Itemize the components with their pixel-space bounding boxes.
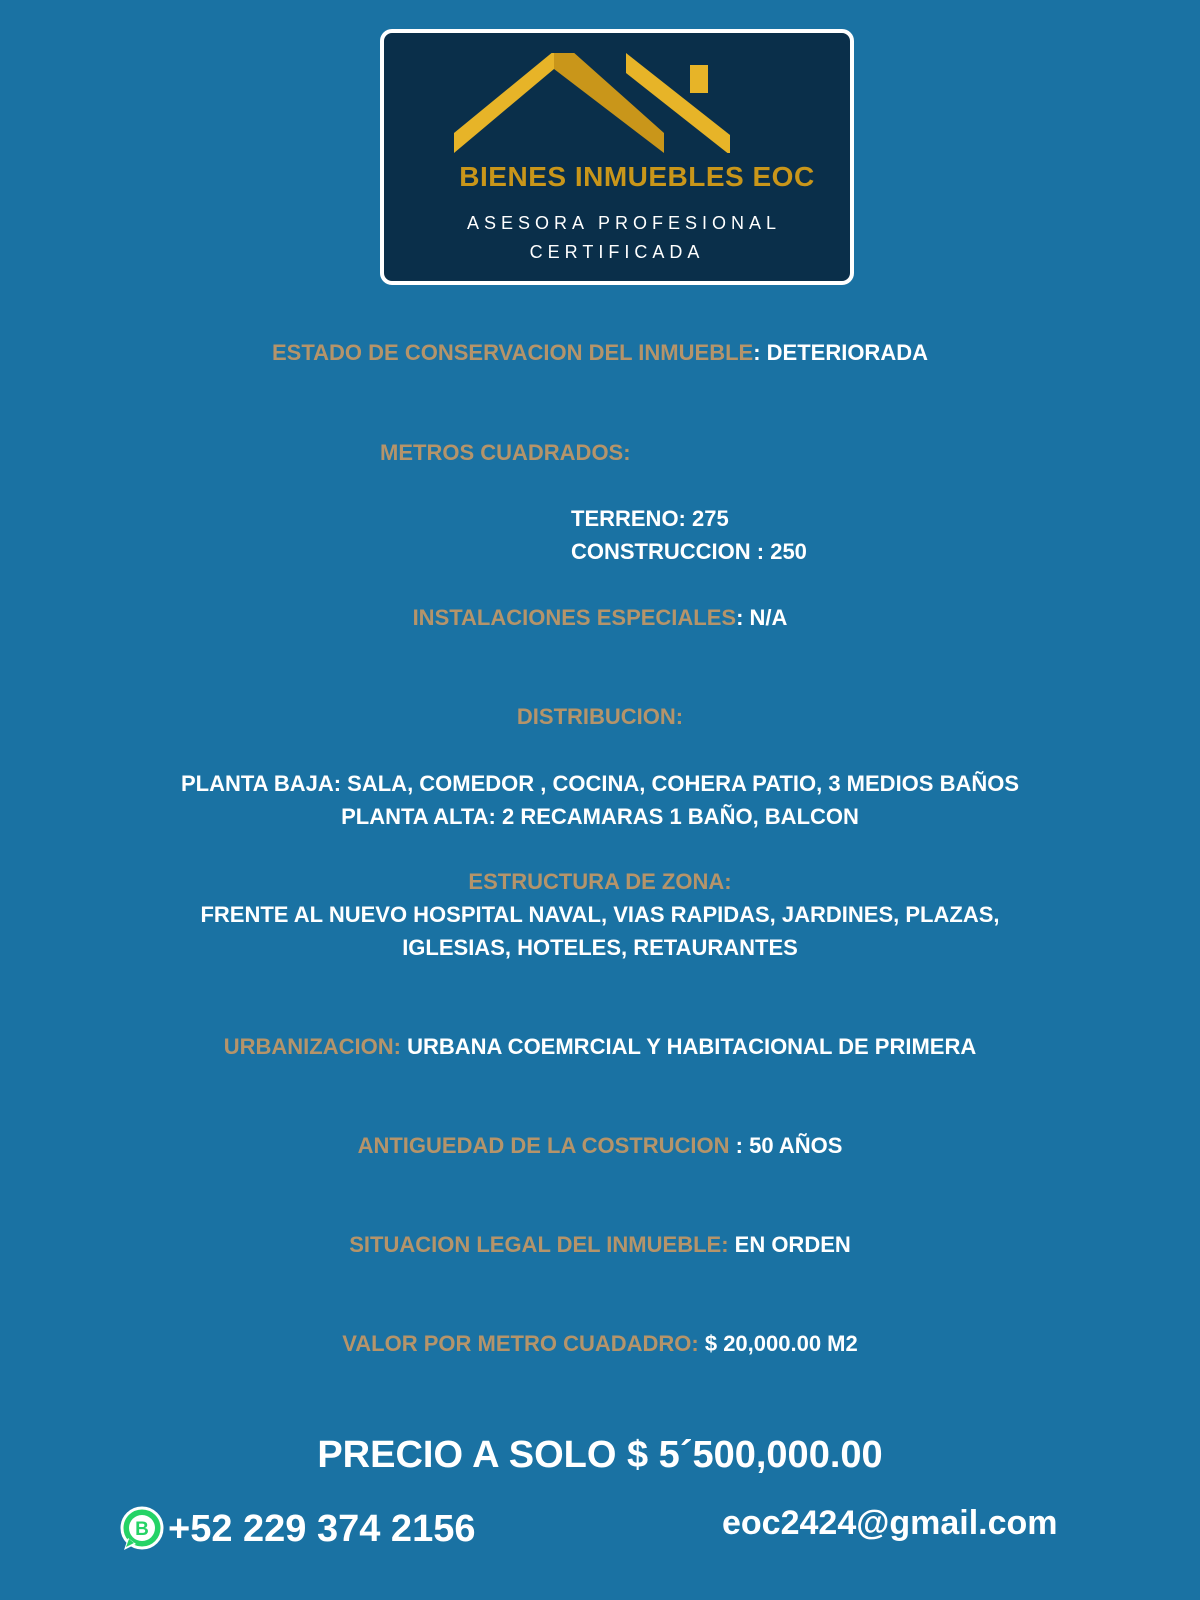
email-contact[interactable]: eoc2424@gmail.com	[722, 1504, 1058, 1542]
conservacion-label: ESTADO DE CONSERVACION DEL INMUEBLE	[272, 340, 754, 365]
conservacion-line	[0, 340, 1200, 366]
brand-logo	[380, 29, 854, 285]
urbanizacion-label: URBANIZACION:	[223, 1034, 408, 1059]
price-line: PRECIO A SOLO $ 5´500,000.00	[317, 1434, 883, 1476]
distribucion-heading	[0, 704, 1200, 730]
estructura-line-2: IGLESIAS, HOTELES, RETAURANTES	[402, 935, 798, 960]
instalaciones-label: INSTALACIONES ESPECIALES	[412, 605, 737, 630]
metros-heading	[380, 440, 631, 466]
estructura-label: ESTRUCTURA DE ZONA:	[468, 869, 732, 894]
house-roof-icon	[454, 53, 794, 153]
urbanizacion-line	[0, 1034, 1200, 1060]
brand-subtitle-2: CERTIFICADA	[529, 242, 705, 262]
valor-m2-label: VALOR POR METRO CUADADRO:	[342, 1331, 705, 1356]
metros-label: METROS CUADRADOS:	[380, 440, 631, 465]
phone-number: +52 229 374 2156	[168, 1507, 476, 1550]
antiguedad-label: ANTIGUEDAD DE LA COSTRUCION	[357, 1133, 736, 1158]
situacion-line	[0, 1232, 1200, 1258]
valor-m2-value: $ 20,000.00 M2	[704, 1331, 858, 1356]
instalaciones-value: : N/A	[736, 605, 788, 630]
construccion-line: CONSTRUCCION : 250	[571, 539, 807, 564]
situacion-value: EN ORDEN	[734, 1232, 851, 1257]
distribucion-label: DISTRIBUCION:	[516, 704, 684, 729]
situacion-label: SITUACION LEGAL DEL INMUEBLE:	[349, 1232, 735, 1257]
whatsapp-business-icon	[116, 1504, 166, 1554]
estructura-heading	[0, 869, 1200, 895]
urbanizacion-value: URBANA COEMRCIAL Y HABITACIONAL DE PRIMERA	[407, 1034, 977, 1059]
phone-contact[interactable]	[116, 1504, 475, 1554]
terreno-line: TERRENO: 275	[571, 506, 729, 531]
planta-baja-line: PLANTA BAJA: SALA, COMEDOR , COCINA, COHERA PATIO, 3 MEDIOS BAÑOS	[180, 771, 1020, 796]
planta-alta-line: PLANTA ALTA: 2 RECAMARAS 1 BAÑO, BALCON	[341, 804, 859, 829]
estructura-line-1: FRENTE AL NUEVO HOSPITAL NAVAL, VIAS RAPIDAS, JARDINES, PLAZAS,	[200, 902, 1000, 927]
brand-name: BIENES INMUEBLES EOC	[459, 161, 815, 192]
instalaciones-line	[0, 605, 1200, 631]
svg-text:B: B	[135, 1519, 149, 1540]
conservacion-value: : DETERIORADA	[753, 340, 928, 365]
brand-subtitle-1: ASESORA PROFESIONAL	[466, 213, 782, 233]
antiguedad-value: : 50 AÑOS	[735, 1133, 843, 1158]
valor-m2-line	[0, 1331, 1200, 1357]
antiguedad-line	[0, 1133, 1200, 1159]
